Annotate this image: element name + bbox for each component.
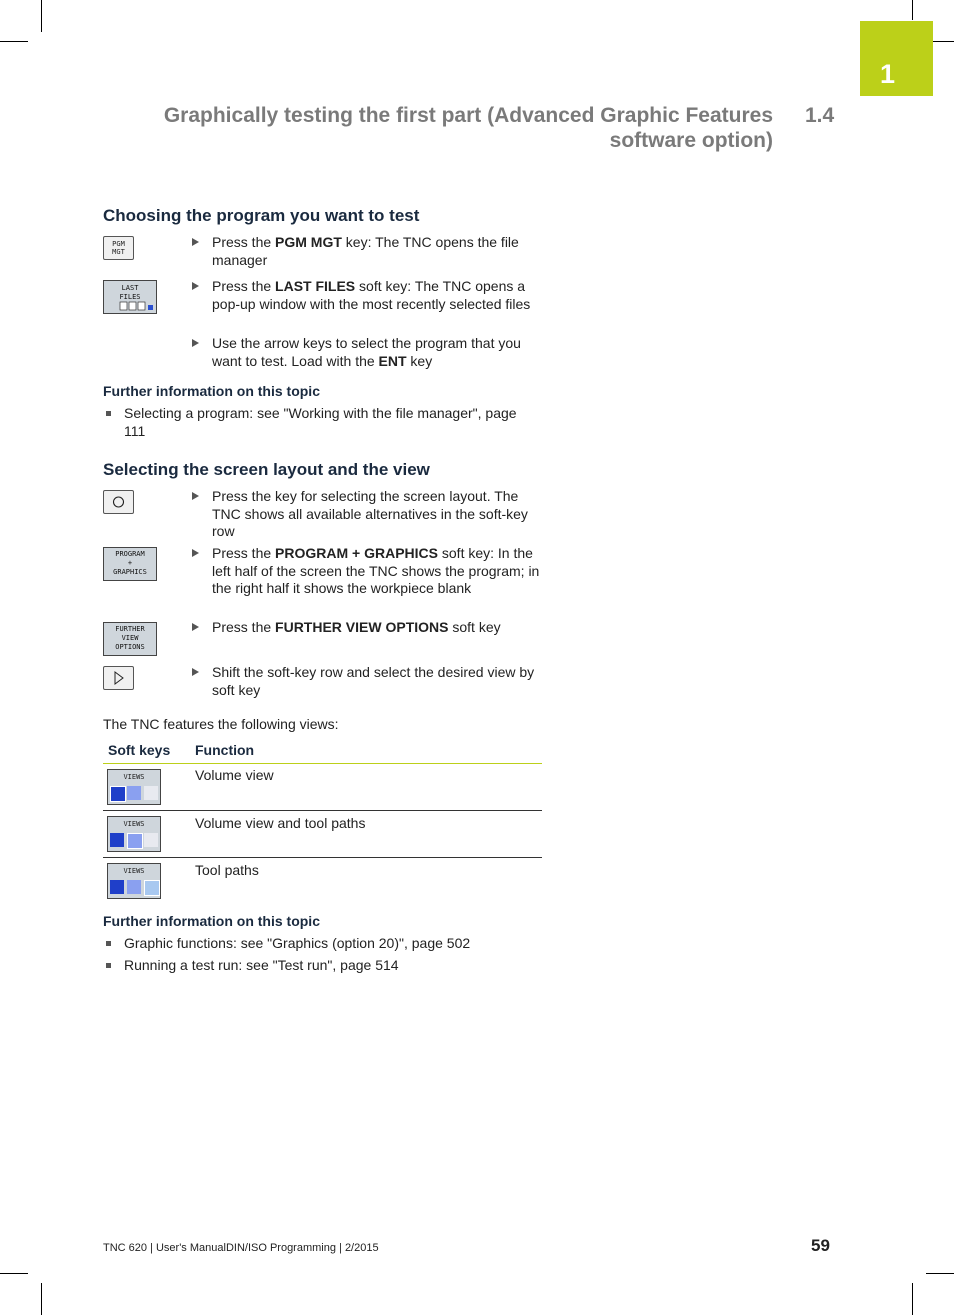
further-info-heading: Further information on this topic bbox=[103, 383, 320, 399]
crop-mark bbox=[0, 41, 28, 42]
list-item: Selecting a program: see "Working with the file manager", page 111 bbox=[103, 405, 523, 440]
softkey-label: PROGRAM bbox=[115, 550, 145, 558]
last-files-softkey-icon bbox=[103, 280, 157, 314]
list-item: Graphic functions: see "Graphics (option 20)", page 502 bbox=[103, 935, 543, 953]
table-header-softkeys: Soft keys bbox=[108, 742, 171, 758]
views-intro: The TNC features the following views: bbox=[103, 716, 339, 732]
volume-icon bbox=[110, 880, 124, 894]
views-softkey-icon bbox=[107, 816, 161, 852]
chapter-number: 1 bbox=[880, 59, 896, 89]
crop-mark bbox=[41, 0, 42, 32]
further-view-options-softkey-icon bbox=[103, 622, 157, 656]
table-row-rule bbox=[103, 857, 542, 858]
instruction-step: Press the LAST FILES soft key: The TNC opens a pop-up window with the most recently selected files bbox=[192, 278, 542, 313]
crop-mark bbox=[0, 1273, 28, 1274]
softkey-label: + bbox=[127, 559, 133, 567]
toolpath-icon bbox=[144, 786, 158, 800]
softkey-label: VIEW bbox=[121, 634, 139, 642]
key-label: PGM bbox=[112, 240, 125, 248]
table-cell-function: Volume view bbox=[195, 767, 274, 783]
arrow-icon bbox=[192, 339, 199, 347]
table-header-rule bbox=[103, 763, 542, 764]
program-graphics-softkey-icon bbox=[103, 547, 157, 581]
softkey-label: GRAPHICS bbox=[113, 568, 147, 576]
key-label: MGT bbox=[112, 248, 125, 256]
crop-mark bbox=[926, 1273, 954, 1274]
arrow-icon bbox=[192, 238, 199, 246]
footer-text: TNC 620 | User's ManualDIN/ISO Programming | 2/2015 bbox=[103, 1242, 379, 1254]
play-arrow-icon bbox=[104, 667, 133, 689]
volume-icon bbox=[110, 833, 124, 847]
list-item: Running a test run: see "Test run", page 514 bbox=[103, 957, 543, 975]
toolpath-volume-icon bbox=[127, 833, 143, 849]
shift-softkey-row-key-icon bbox=[103, 666, 134, 690]
softkey-label: VIEWS bbox=[123, 867, 145, 875]
toolpath-volume-icon bbox=[127, 786, 141, 800]
table-cell-function: Tool paths bbox=[195, 862, 259, 878]
page-header-title bbox=[133, 103, 773, 153]
instruction-step: Press the PROGRAM + GRAPHICS soft key: In the left half of the screen the TNC shows the program; in the right half it shows the workpiece blank bbox=[192, 545, 542, 598]
header-title-line2: software option) bbox=[609, 129, 773, 152]
files-icon bbox=[118, 301, 154, 311]
softkey-label: FURTHER bbox=[115, 625, 145, 633]
page-number: 59 bbox=[811, 1236, 830, 1255]
softkey-label: OPTIONS bbox=[115, 643, 145, 651]
instruction-step: Use the arrow keys to select the program that you want to test. Load with the ENT key bbox=[192, 335, 542, 370]
section-heading: Selecting the screen layout and the view bbox=[103, 460, 430, 479]
toolpath-volume-icon bbox=[127, 880, 141, 894]
instruction-step: Shift the soft-key row and select the desired view by soft key bbox=[192, 664, 542, 699]
section-heading: Choosing the program you want to test bbox=[103, 206, 420, 225]
arrow-icon bbox=[192, 282, 199, 290]
layout-cycle-icon bbox=[104, 491, 133, 513]
softkey-label: VIEWS bbox=[123, 773, 145, 781]
softkey-label: VIEWS bbox=[123, 820, 145, 828]
toolpath-icon bbox=[144, 833, 158, 847]
volume-icon bbox=[110, 786, 126, 802]
instruction-step: Press the key for selecting the screen layout. The TNC shows all available alternatives in the soft-key row bbox=[192, 488, 542, 541]
softkey-label: FILES bbox=[119, 293, 141, 301]
bullet-icon bbox=[106, 941, 111, 946]
screen-layout-key-icon bbox=[103, 490, 134, 514]
table-header-function: Function bbox=[195, 742, 255, 758]
instruction-step: Press the PGM MGT key: The TNC opens the file manager bbox=[192, 234, 542, 269]
pgm-mgt-key-icon bbox=[103, 236, 134, 260]
chapter-tab bbox=[860, 21, 933, 96]
header-title-line1: Graphically testing the first part (Advanced Graphic Features bbox=[163, 104, 773, 127]
table-row-rule bbox=[103, 810, 542, 811]
further-info-heading: Further information on this topic bbox=[103, 913, 320, 929]
bullet-icon bbox=[106, 963, 111, 968]
toolpath-icon bbox=[144, 880, 160, 896]
arrow-icon bbox=[192, 549, 199, 557]
crop-mark bbox=[912, 1283, 913, 1315]
table-cell-function: Volume view and tool paths bbox=[195, 815, 366, 831]
bullet-icon bbox=[106, 411, 111, 416]
views-softkey-icon bbox=[107, 769, 161, 805]
softkey-label: LAST bbox=[121, 284, 139, 292]
instruction-step: Press the FURTHER VIEW OPTIONS soft key bbox=[192, 619, 542, 637]
section-number: 1.4 bbox=[805, 104, 835, 127]
crop-mark bbox=[41, 1283, 42, 1315]
crop-mark bbox=[912, 0, 913, 20]
arrow-icon bbox=[192, 623, 199, 631]
arrow-icon bbox=[192, 668, 199, 676]
views-softkey-icon bbox=[107, 863, 161, 899]
arrow-icon bbox=[192, 492, 199, 500]
